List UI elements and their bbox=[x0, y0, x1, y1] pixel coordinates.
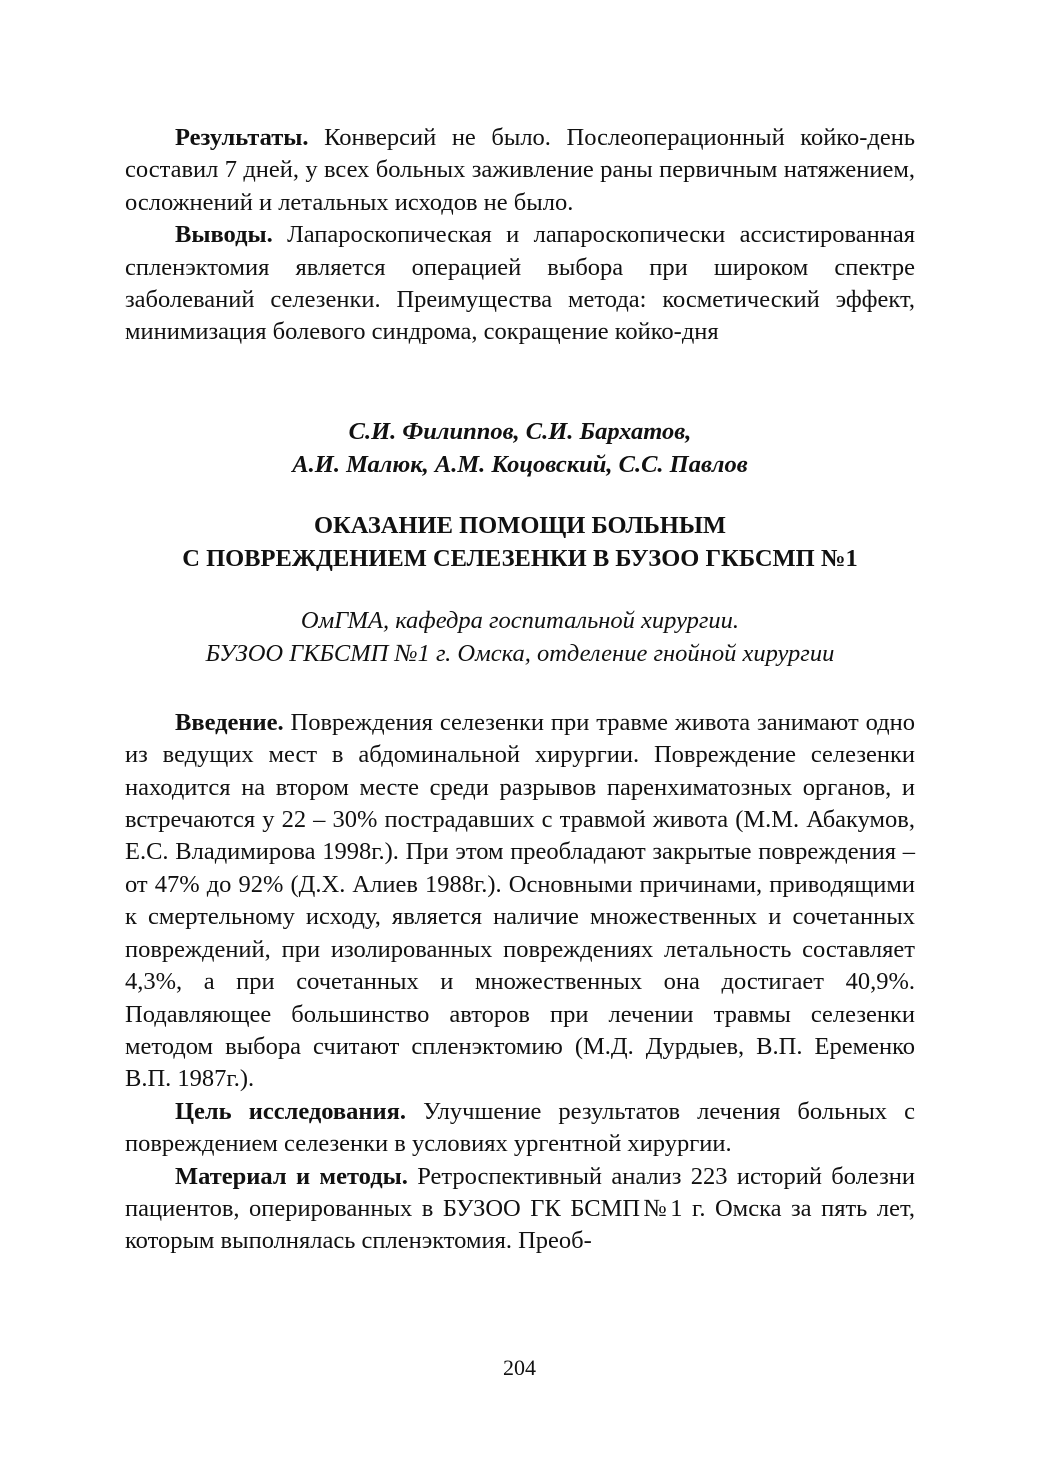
page-content bbox=[125, 122, 915, 1258]
aim-paragraph bbox=[125, 1096, 915, 1161]
intro-heading: Введение. bbox=[175, 708, 284, 736]
intro-paragraph bbox=[125, 707, 915, 1096]
methods-text: Ретроспективный анализ 223 историй болезни пациентов, оперированных в БУЗОО ГК БСМП№1 г. Омска за пять лет, которым выполнялась спленэктомия. Преоб- bbox=[125, 1162, 915, 1255]
article-body bbox=[125, 707, 915, 1258]
title-line-2: С ПОВРЕЖДЕНИЕМ СЕЛЕЗЕНКИ В БУЗОО ГКБСМП №1 bbox=[182, 544, 858, 572]
title-line-1: ОКАЗАНИЕ ПОМОЩИ БОЛЬНЫМ bbox=[313, 511, 727, 539]
aim-heading: Цель исследования. bbox=[175, 1097, 407, 1125]
intro-text: Повреждения селезенки при травме живота занимают одно из ведущих мест в абдоминальной хирургии. Повреждение селезенки находится на втором месте среди разрывов паренхиматозных органов, и встречаются у 22 – 30% пострадавших с травмой живота (М.М. Абакумов, Е.С. Владимирова 1998г.). При этом преобладают закрытые повреждения – от 47% до 92% (Д.Х. Алиев 1988г.). Основными причинами, приводящими к смертельному исходу, является наличие множественных и сочетанных повреждений, при изолированных повреждениях летальность составляет 4,3%, а при сочетанных и множественных она достигает 40,9%. Подавляющее большинство авторов при лечении травмы селезенки методом выбора считают спленэктомию (М.Д. Дурдыев, В.П. Еременко В.П. 1987г.). bbox=[125, 708, 915, 1093]
conclusions-heading: Выводы. bbox=[175, 221, 273, 249]
methods-heading: Материал и методы. bbox=[175, 1162, 408, 1190]
affiliation-line-2: БУЗОО ГКБСМП №1 г. Омска, отделение гнойной хирургии bbox=[205, 639, 835, 667]
authors-line-2: А.И. Малюк, А.М. Коцовский, С.С. Павлов bbox=[292, 450, 748, 478]
article-title bbox=[125, 509, 915, 575]
results-heading: Результаты. bbox=[175, 124, 309, 151]
article-authors bbox=[125, 415, 915, 481]
affiliation-line-1: ОмГМА, кафедра госпитальной хирургии. bbox=[300, 606, 740, 634]
conclusions-text: Лапароскопическая и лапароскопически ассистированная спленэктомия является операцией выбора при широком спектре заболеваний селезенки. Преимущества метода: косметический эффект, минимизация болевого синдрома, сокращение койко-дня bbox=[125, 221, 915, 346]
results-paragraph bbox=[125, 122, 915, 219]
conclusions-paragraph bbox=[125, 219, 915, 349]
aim-text: Улучшение результатов лечения больных с повреждением селезенки в условиях ургентной хирургии. bbox=[125, 1097, 916, 1158]
authors-line-1: С.И. Филиппов, С.И. Бархатов, bbox=[348, 417, 692, 445]
results-text: Конверсий не было. Послеоперационный койко-день составил 7 дней, у всех больных заживление раны первичным натяжением, осложнений и летальных исходов не было. bbox=[125, 124, 915, 216]
page-number: 204 bbox=[503, 1355, 536, 1380]
article-affiliation bbox=[125, 604, 915, 670]
methods-paragraph bbox=[125, 1161, 915, 1258]
